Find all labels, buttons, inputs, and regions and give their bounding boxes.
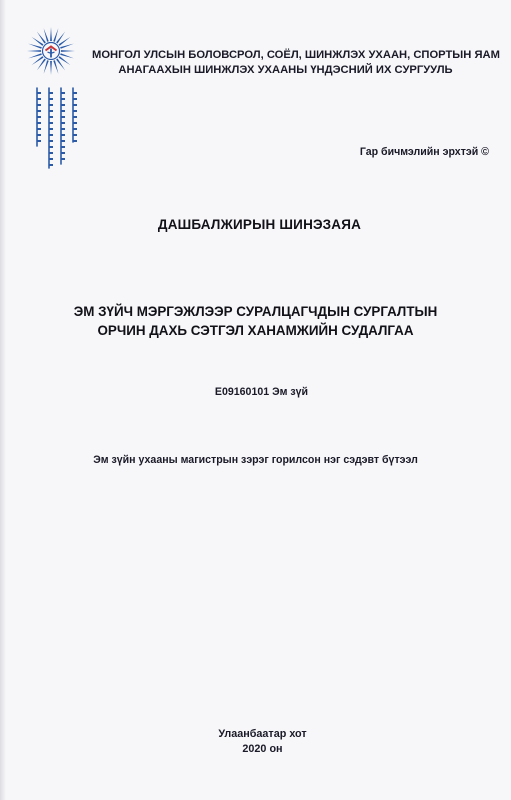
degree-statement: Эм зүйн ухааны магистрын зэрэг горилсон нэг сэдэвт бүтээл <box>93 454 418 466</box>
script-stroke <box>61 104 65 106</box>
script-stroke <box>49 140 53 142</box>
script-stroke <box>49 128 53 130</box>
script-stroke <box>73 98 77 100</box>
emblem-ray <box>61 50 75 52</box>
script-stroke <box>37 98 41 100</box>
script-stroke <box>73 134 77 136</box>
script-stroke <box>37 140 41 142</box>
emblem-ray <box>53 60 58 74</box>
script-stroke <box>37 122 41 124</box>
script-stroke <box>61 122 65 124</box>
script-stroke <box>61 110 65 112</box>
script-stroke <box>73 110 77 112</box>
script-stroke <box>61 140 65 142</box>
script-stroke <box>49 146 53 148</box>
institution-header <box>92 48 500 78</box>
city: Улаанбаатар хот <box>218 728 307 740</box>
script-stroke <box>37 110 41 112</box>
author-name: ДАШБАЛЖИРЫН ШИНЭЗАЯА <box>157 217 362 232</box>
emblem-ray <box>27 50 41 52</box>
script-stroke <box>73 92 77 94</box>
script-stroke <box>49 92 53 94</box>
script-stroke <box>49 158 53 160</box>
copyright-notice: Гар бичмэлийн эрхтэй © <box>359 146 489 158</box>
emblem-ray <box>50 61 52 75</box>
script-stroke <box>49 98 53 100</box>
script-stroke <box>37 116 41 118</box>
university-name: АНАГААХЫН ШИНЖЛЭХ УХААНЫ ҮНДЭСНИЙ ИХ СУРГУУЛЬ <box>118 64 453 76</box>
script-stroke <box>37 104 41 106</box>
mongolian-script-name <box>30 84 78 172</box>
script-stroke <box>61 116 65 118</box>
script-stroke <box>61 134 65 136</box>
emblem-ray <box>60 53 74 58</box>
script-stroke <box>49 152 53 154</box>
script-stroke <box>73 104 77 106</box>
emblem-ray <box>60 44 74 49</box>
script-stroke <box>49 116 53 118</box>
emblem-ray <box>44 28 49 42</box>
emblem-ray <box>28 53 42 58</box>
script-stroke <box>37 134 41 136</box>
emblem-ray <box>53 28 58 42</box>
script-stroke <box>37 92 41 94</box>
script-stroke <box>49 164 53 166</box>
scan-edge-shadow <box>0 0 6 800</box>
script-stroke <box>73 128 77 130</box>
script-stroke <box>73 116 77 118</box>
place-and-year <box>0 727 511 757</box>
script-stroke <box>61 146 65 148</box>
thesis-title-line-1: ЭМ ЗҮЙЧ МЭРГЭЖЛЭЭР СУРАЛЦАГЧДЫН СУРГАЛТЫН <box>73 304 438 319</box>
script-stroke <box>61 92 65 94</box>
emblem-ray <box>50 27 52 41</box>
script-stroke <box>73 122 77 124</box>
script-stroke <box>61 152 65 154</box>
emblem-ray <box>28 44 42 49</box>
script-stroke <box>61 128 65 130</box>
thesis-title <box>40 302 471 340</box>
script-stroke <box>73 140 77 142</box>
thesis-title-line-2: ОРЧИН ДАХЬ СЭТГЭЛ ХАНАМЖИЙН СУДАЛГАА <box>97 323 414 338</box>
script-stroke <box>49 122 53 124</box>
ministry-name: МОНГОЛ УЛСЫН БОЛОВСРОЛ, СОЁЛ, ШИНЖЛЭХ УХААН, СПОРТЫН ЯАМ <box>92 49 500 61</box>
script-stroke <box>49 104 53 106</box>
script-stroke <box>49 110 53 112</box>
emblem-ray <box>44 60 49 74</box>
year: 2020 он <box>242 743 283 755</box>
script-stroke <box>61 98 65 100</box>
script-stroke <box>49 134 53 136</box>
script-stroke <box>37 128 41 130</box>
script-stroke <box>61 158 65 160</box>
university-emblem-icon <box>26 26 76 76</box>
program-code: E09160101 Эм зүй <box>214 386 309 398</box>
